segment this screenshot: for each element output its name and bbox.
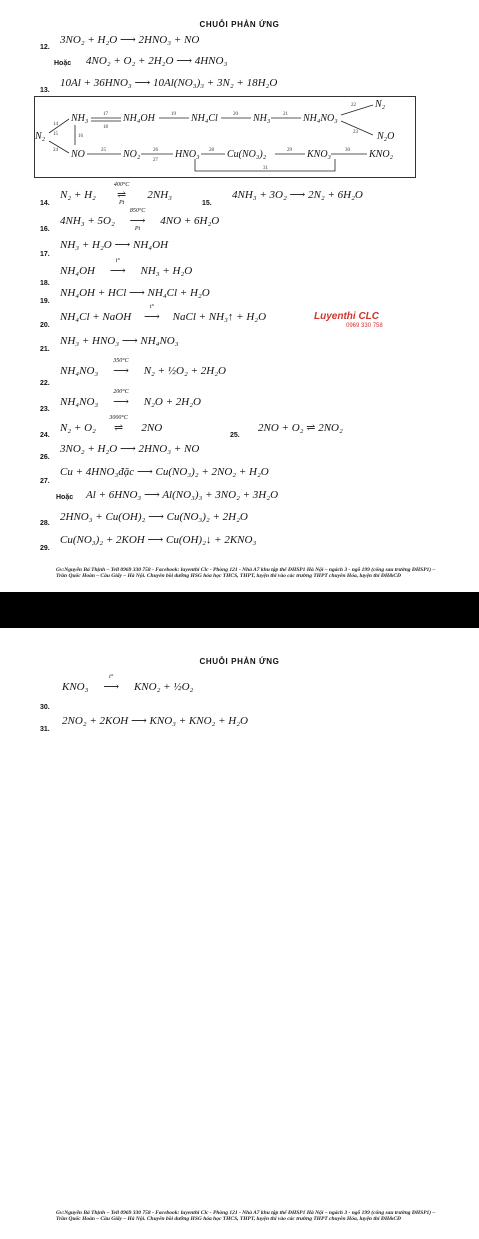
scheme-n2-2: N₂ <box>375 99 386 110</box>
reaction-12: 3NO₂ + H₂O ⟶ 2HNO₃ + NO <box>60 34 200 46</box>
reaction-number: 12. <box>40 44 50 51</box>
scheme-svg <box>35 97 415 177</box>
reaction-number: 28. <box>40 520 50 527</box>
reaction-15: 4NH₃ + 3O₂ ⟶ 2N₂ + 6H₂O <box>232 189 363 201</box>
reaction-19: NH₄OH + HCl ⟶ NH₄Cl + H₂O <box>60 287 210 299</box>
alternative-label: Hoặc <box>54 60 72 67</box>
svg-text:22: 22 <box>351 103 356 108</box>
page-footer: Gv:Nguyễn Bá Thịnh – Tell 0969 330 758 - Facebook: luyenthi Clc - Phòng 121 - Nhà A7 khu tập thể ĐHSP1 Hà Nội – ngách 3 - ngõ 199 (cổng sau trường ĐHSP1) – Trần Quốc Hoàn – Cầu Giấy – Hà Nội. Chuyên bồi dưỡng HSG hóa học THCS, THPT, luyện thi vào các trường THPT chuyên Hóa, luyện thi ĐH&CĐ <box>56 567 436 579</box>
reaction-13: 10Al + 36HNO₃ ⟶ 10Al(NO₃)₃ + 3N₂ + 18H₂O <box>60 77 278 89</box>
scheme-cuno3: Cu(NO₃)₂ <box>227 149 267 160</box>
reaction-31: 2NO₂ + 2KOH ⟶ KNO₃ + KNO₂ + H₂O <box>62 715 248 727</box>
reaction-12-alt: 4NO₂ + O₂ + 2H₂O ⟶ 4HNO₃ <box>86 55 228 67</box>
reaction-number: 15. <box>202 200 212 207</box>
scheme-nh3-2: NH₃ <box>253 113 271 124</box>
reaction-21: NH₃ + HNO₃ ⟶ NH₄NO₃ <box>60 335 179 347</box>
svg-text:20: 20 <box>233 112 238 117</box>
reaction-number: 13. <box>40 87 50 94</box>
scheme-hno3: HNO₃ <box>175 149 200 160</box>
alternative-label: Hoặc <box>56 494 74 501</box>
reaction-25: 2NO + O₂ ⇌ 2NO₂ <box>258 422 343 434</box>
reaction-number: 21. <box>40 346 50 353</box>
svg-text:18: 18 <box>103 125 108 130</box>
scheme-nh4cl: NH₄Cl <box>191 113 218 124</box>
reaction-26: 3NO₂ + H₂O ⟶ 2HNO₃ + NO <box>60 443 200 455</box>
reaction-16: 4NH₃ + 5O₂ 850°C ⟶ Pt 4NO + 6H₂O <box>60 208 220 232</box>
page-footer: Gv:Nguyễn Bá Thịnh – Tell 0969 330 758 - Facebook: luyenthi Clc - Phòng 121 - Nhà A7 khu tập thể ĐHSP1 Hà Nội – ngách 3 - ngõ 199 (cổng sau trường ĐHSP1) – Trần Quốc Hoàn – Cầu Giấy – Hà Nội. Chuyên bồi dưỡng HSG hóa học THCS, THPT, luyện thi vào các trường THPT chuyên Hóa, luyện thi ĐH&CĐ <box>56 1210 436 1222</box>
scheme-kno2: KNO₂ <box>369 149 394 160</box>
reaction-17: NH₃ + H₂O ⟶ NH₄OH <box>60 239 169 251</box>
page-title: CHUỖI PHẢN ỨNG <box>199 20 280 29</box>
svg-text:25: 25 <box>101 148 106 153</box>
reaction-number: 30. <box>40 704 50 711</box>
scheme-nh4no3: NH₄NO₃ <box>303 113 338 124</box>
reaction-number: 24. <box>40 432 50 439</box>
svg-text:31: 31 <box>263 166 268 171</box>
svg-text:21: 21 <box>283 112 288 117</box>
svg-text:28: 28 <box>209 148 214 153</box>
reaction-number: 14. <box>40 200 50 207</box>
document-page-2 <box>0 628 479 1239</box>
reaction-number: 23. <box>40 406 50 413</box>
reaction-14: N₂ + H₂ 400°C ⇌ Pt 2NH₃ <box>60 182 172 206</box>
svg-text:24: 24 <box>53 148 58 153</box>
scheme-no2: NO₂ <box>123 149 141 160</box>
svg-text:15: 15 <box>53 132 58 137</box>
reaction-29: Cu(NO₃)₂ + 2KOH ⟶ Cu(OH)₂↓ + 2KNO₃ <box>60 534 257 546</box>
brand-logo: Luyenthi CLC <box>314 311 379 322</box>
reaction-27: Cu + 4HNO₃đặc ⟶ Cu(NO₃)₂ + 2NO₂ + H₂O <box>60 466 269 478</box>
reaction-20: NH₄Cl + NaOH t° ⟶ NaCl + NH₃↑ + H₂O <box>60 304 267 323</box>
reaction-18: NH₄OH t° ⟶ NH₃ + H₂O <box>60 258 193 277</box>
reaction-number: 31. <box>40 726 50 733</box>
reaction-27-alt: Al + 6HNO₃ ⟶ Al(NO₃)₃ + 3NO₂ + 3H₂O <box>86 489 279 501</box>
reaction-number: 17. <box>40 251 50 258</box>
reaction-28: 2HNO₃ + Cu(OH)₂ ⟶ Cu(NO₃)₂ + 2H₂O <box>60 511 248 523</box>
svg-text:23: 23 <box>353 130 358 135</box>
scheme-no: NO <box>71 149 85 160</box>
page-title: CHUỖI PHẢN ỨNG <box>199 657 280 666</box>
reaction-number: 22. <box>40 380 50 387</box>
svg-text:14: 14 <box>53 122 58 127</box>
scheme-nh4oh: NH₄OH <box>123 113 155 124</box>
brand-phone: 0969 330 758 <box>346 323 383 329</box>
scheme-nh3: NH₃ <box>71 113 89 124</box>
reaction-scheme-diagram <box>34 96 416 178</box>
scheme-n2: N₂ <box>35 131 46 142</box>
reaction-number: 27. <box>40 478 50 485</box>
scheme-kno3: KNO₃ <box>307 149 332 160</box>
svg-text:26: 26 <box>153 148 158 153</box>
svg-text:19: 19 <box>171 112 176 117</box>
page-separator-band <box>0 592 479 628</box>
reaction-number: 16. <box>40 226 50 233</box>
svg-text:17: 17 <box>103 112 108 117</box>
reaction-number: 25. <box>230 432 240 439</box>
reaction-24: N₂ + O₂ 3000°C ⇌ 2NO <box>60 415 163 434</box>
reaction-number: 26. <box>40 454 50 461</box>
reaction-number: 29. <box>40 545 50 552</box>
svg-text:16: 16 <box>78 134 83 139</box>
reaction-number: 19. <box>40 298 50 305</box>
reaction-30: KNO₃ t° ⟶ KNO₂ + ½O₂ <box>62 674 194 693</box>
reaction-23: NH₄NO₃ 200°C ⟶ N₂O + 2H₂O <box>60 389 201 408</box>
svg-text:27: 27 <box>153 158 158 163</box>
reaction-number: 20. <box>40 322 50 329</box>
reaction-number: 18. <box>40 280 50 287</box>
document-page-1 <box>0 0 479 592</box>
reaction-22: NH₄NO₃ 350°C ⟶ N₂ + ½O₂ + 2H₂O <box>60 358 226 377</box>
svg-text:29: 29 <box>287 148 292 153</box>
scheme-n2o: N₂O <box>377 131 395 142</box>
svg-text:30: 30 <box>345 148 350 153</box>
